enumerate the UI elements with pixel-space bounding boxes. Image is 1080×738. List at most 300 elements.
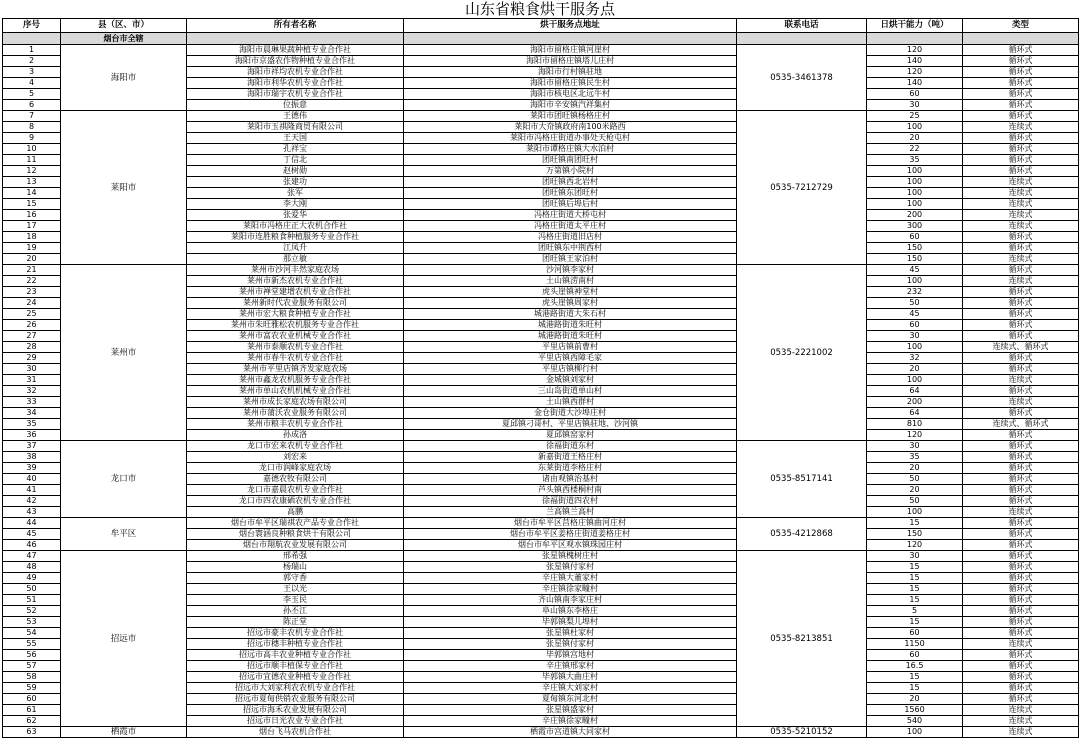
capacity-cell: 200	[867, 397, 963, 408]
address-cell: 冯格庄街道旧店村	[404, 232, 737, 243]
type-cell: 循环式	[963, 496, 1079, 507]
address-cell: 团旺镇王家泊村	[404, 254, 737, 265]
capacity-cell: 20	[867, 133, 963, 144]
address-cell: 烟台市牟平区观水镇珠园庄村	[404, 540, 737, 551]
table-body	[3, 45, 1079, 738]
owner-cell: 招远市夏甸供销农业服务有限公司	[187, 694, 404, 705]
county-cell: 牟平区	[61, 518, 187, 551]
type-cell: 循环式	[963, 45, 1079, 56]
type-cell: 循环式	[963, 595, 1079, 606]
capacity-cell: 140	[867, 56, 963, 67]
type-cell: 连续式、循环式	[963, 419, 1079, 430]
row-number-cell: 8	[3, 122, 61, 133]
type-cell: 循环式	[963, 155, 1079, 166]
owner-cell: 招远市宜德农业种植专业合作社	[187, 672, 404, 683]
row-number-cell: 49	[3, 573, 61, 584]
subheader-blank	[187, 33, 404, 45]
type-cell: 循环式	[963, 100, 1079, 111]
owner-cell: 邢希强	[187, 551, 404, 562]
address-cell: 莱阳市谭格庄镇大水泊村	[404, 144, 737, 155]
owner-cell: 莱州市泰顺农机专业合作社	[187, 342, 404, 353]
capacity-cell: 25	[867, 111, 963, 122]
capacity-cell: 32	[867, 353, 963, 364]
address-cell: 毕郭镇大曲庄村	[404, 672, 737, 683]
owner-cell: 王天国	[187, 133, 404, 144]
type-cell: 循环式	[963, 540, 1079, 551]
capacity-cell: 100	[867, 188, 963, 199]
row-number-cell: 10	[3, 144, 61, 155]
owner-cell: 莱州市沙河丰然家庭农场	[187, 265, 404, 276]
owner-cell: 孙丕江	[187, 606, 404, 617]
type-cell: 连续式	[963, 375, 1079, 386]
type-cell: 连续式	[963, 122, 1079, 133]
address-cell: 城港路街道大朱石村	[404, 309, 737, 320]
address-cell: 城港路街道朱旺村	[404, 331, 737, 342]
address-cell: 海阳市辛安镇汽祥集村	[404, 100, 737, 111]
address-cell: 张星镇付家村	[404, 639, 737, 650]
address-cell: 毕郭镇宫地村	[404, 650, 737, 661]
capacity-cell: 35	[867, 155, 963, 166]
capacity-cell: 60	[867, 320, 963, 331]
address-cell: 海阳市行村镇驻地	[404, 67, 737, 78]
capacity-cell: 232	[867, 287, 963, 298]
header-cell: 县（区、市）	[61, 19, 187, 33]
row-number-cell: 15	[3, 199, 61, 210]
address-cell: 金仓街道大沙埠庄村	[404, 408, 737, 419]
row-number-cell: 52	[3, 606, 61, 617]
subheader-blank	[3, 33, 61, 45]
address-cell: 辛庄镇邢家村	[404, 661, 737, 672]
address-cell: 徐福街道东村	[404, 441, 737, 452]
address-cell: 虎头崖镇神堂村	[404, 287, 737, 298]
row-number-cell: 2	[3, 56, 61, 67]
address-cell: 海阳市留格庄镇塔儿庄村	[404, 56, 737, 67]
phone-cell: 0535-8517141	[737, 441, 867, 518]
county-cell: 莱州市	[61, 265, 187, 441]
type-cell: 连续式	[963, 705, 1079, 716]
row-number-cell: 28	[3, 342, 61, 353]
type-cell: 连续式	[963, 210, 1079, 221]
address-cell: 虎头崖镇周家村	[404, 298, 737, 309]
owner-cell: 杨瑞山	[187, 562, 404, 573]
drying-points-table	[2, 18, 1079, 738]
capacity-cell: 100	[867, 507, 963, 518]
capacity-cell: 20	[867, 364, 963, 375]
table-row	[3, 518, 1079, 529]
type-cell: 循环式	[963, 485, 1079, 496]
capacity-cell: 150	[867, 254, 963, 265]
capacity-cell: 45	[867, 309, 963, 320]
capacity-cell: 100	[867, 122, 963, 133]
owner-cell: 莱阳市玉祺隆商贸有限公司	[187, 122, 404, 133]
phone-cell: 0535-8213851	[737, 551, 867, 727]
row-number-cell: 55	[3, 639, 61, 650]
row-number-cell: 19	[3, 243, 61, 254]
subheader-blank	[963, 33, 1079, 45]
capacity-cell: 150	[867, 529, 963, 540]
type-cell: 循环式	[963, 408, 1079, 419]
owner-cell: 招远市日光农业专业合作社	[187, 716, 404, 727]
type-cell: 循环式	[963, 56, 1079, 67]
row-number-cell: 36	[3, 430, 61, 441]
owner-cell: 孙成洛	[187, 430, 404, 441]
header-cell: 日烘干能力（吨）	[867, 19, 963, 33]
owner-cell: 招远市大刘家利农农机专业合作社	[187, 683, 404, 694]
header-row	[3, 19, 1079, 33]
address-cell: 东莱街道李格庄村	[404, 463, 737, 474]
type-cell: 循环式	[963, 606, 1079, 617]
county-cell: 莱阳市	[61, 111, 187, 265]
type-cell: 循环式	[963, 529, 1079, 540]
address-cell: 金城镇刘家村	[404, 375, 737, 386]
address-cell: 张星镇槐树庄村	[404, 551, 737, 562]
capacity-cell: 15	[867, 672, 963, 683]
capacity-cell: 300	[867, 221, 963, 232]
county-cell: 招远市	[61, 551, 187, 727]
type-cell: 循环式	[963, 518, 1079, 529]
type-cell: 循环式	[963, 320, 1079, 331]
row-number-cell: 27	[3, 331, 61, 342]
owner-cell: 龙口市四农康硒农机专业合作社	[187, 496, 404, 507]
row-number-cell: 21	[3, 265, 61, 276]
table-row	[3, 551, 1079, 562]
row-number-cell: 6	[3, 100, 61, 111]
row-number-cell: 11	[3, 155, 61, 166]
type-cell: 循环式	[963, 133, 1079, 144]
owner-cell: 莱州市宏大粮食种植专业合作社	[187, 309, 404, 320]
row-number-cell: 25	[3, 309, 61, 320]
type-cell: 循环式	[963, 78, 1079, 89]
phone-cell: 0535-2221002	[737, 265, 867, 441]
row-number-cell: 42	[3, 496, 61, 507]
owner-cell: 海阳市祥均农机专业合作社	[187, 67, 404, 78]
owner-cell: 海阳市利华农机专业合作社	[187, 78, 404, 89]
row-number-cell: 53	[3, 617, 61, 628]
header-cell: 联系电话	[737, 19, 867, 33]
row-number-cell: 54	[3, 628, 61, 639]
row-number-cell: 37	[3, 441, 61, 452]
row-number-cell: 22	[3, 276, 61, 287]
capacity-cell: 16.5	[867, 661, 963, 672]
capacity-cell: 100	[867, 177, 963, 188]
address-cell: 夏邱镇窑家村	[404, 430, 737, 441]
capacity-cell: 45	[867, 265, 963, 276]
owner-cell: 莱阳市连胜粮食种植服务专业合作社	[187, 232, 404, 243]
address-cell: 新嘉街道王格庄村	[404, 452, 737, 463]
subheader-row	[3, 33, 1079, 45]
address-cell: 辛庄镇大董家村	[404, 573, 737, 584]
address-cell: 莱阳市团旺镇杨格庄村	[404, 111, 737, 122]
owner-cell: 海阳市瑞宇农机专业合作社	[187, 89, 404, 100]
owner-cell: 位振意	[187, 100, 404, 111]
address-cell: 海阳市留格庄镇河崖村	[404, 45, 737, 56]
row-number-cell: 23	[3, 287, 61, 298]
owner-cell: 招远市高丰农业种植专业合作社	[187, 650, 404, 661]
owner-cell: 莱州市春牛农机专业合作社	[187, 353, 404, 364]
type-cell: 连续式	[963, 639, 1079, 650]
capacity-cell: 540	[867, 716, 963, 727]
row-number-cell: 63	[3, 727, 61, 738]
owner-cell: 烟台寰涵良种粮食烘干有限公司	[187, 529, 404, 540]
row-number-cell: 29	[3, 353, 61, 364]
row-number-cell: 41	[3, 485, 61, 496]
row-number-cell: 45	[3, 529, 61, 540]
capacity-cell: 100	[867, 199, 963, 210]
capacity-cell: 120	[867, 540, 963, 551]
address-cell: 莱阳市冯格庄街道办事处天枪屯村	[404, 133, 737, 144]
capacity-cell: 50	[867, 474, 963, 485]
address-cell: 芦头镇西楼桐村南	[404, 485, 737, 496]
address-cell: 阜山镇东李格庄	[404, 606, 737, 617]
address-cell: 土山镇涝南村	[404, 276, 737, 287]
phone-cell: 0535-3461378	[737, 45, 867, 111]
owner-cell: 莱州市粮丰农机专业合作社	[187, 419, 404, 430]
type-cell: 循环式	[963, 573, 1079, 584]
capacity-cell: 60	[867, 232, 963, 243]
row-number-cell: 50	[3, 584, 61, 595]
row-number-cell: 30	[3, 364, 61, 375]
row-number-cell: 47	[3, 551, 61, 562]
row-number-cell: 35	[3, 419, 61, 430]
type-cell: 循环式	[963, 694, 1079, 705]
capacity-cell: 20	[867, 694, 963, 705]
type-cell: 循环式	[963, 441, 1079, 452]
owner-cell: 莱州市平里店镇齐发家庭农场	[187, 364, 404, 375]
owner-cell: 招远市顺丰植保专业合作社	[187, 661, 404, 672]
type-cell: 循环式	[963, 628, 1079, 639]
address-cell: 莱阳市大夼镇政府南100米路西	[404, 122, 737, 133]
owner-cell: 莱州市单山农机机械专业合作社	[187, 386, 404, 397]
row-number-cell: 46	[3, 540, 61, 551]
table-row	[3, 727, 1079, 738]
owner-cell: 刘宏来	[187, 452, 404, 463]
capacity-cell: 810	[867, 419, 963, 430]
capacity-cell: 1150	[867, 639, 963, 650]
address-cell: 兰高镇兰高村	[404, 507, 737, 518]
row-number-cell: 62	[3, 716, 61, 727]
address-cell: 烟台市牟平区莒格庄镇曲河庄村	[404, 518, 737, 529]
capacity-cell: 15	[867, 562, 963, 573]
row-number-cell: 43	[3, 507, 61, 518]
subheader-cell: 烟台市全辖	[61, 33, 187, 45]
owner-cell: 招远市海禾农业发展有限公司	[187, 705, 404, 716]
capacity-cell: 5	[867, 606, 963, 617]
phone-cell: 0535-7212729	[737, 111, 867, 265]
address-cell: 毕郭镇梨儿埠村	[404, 617, 737, 628]
address-cell: 海阳市核电区北远牛村	[404, 89, 737, 100]
row-number-cell: 56	[3, 650, 61, 661]
owner-cell: 李大刚	[187, 199, 404, 210]
owner-cell: 王以光	[187, 584, 404, 595]
subheader-blank	[867, 33, 963, 45]
capacity-cell: 100	[867, 727, 963, 738]
type-cell: 连续式	[963, 276, 1079, 287]
capacity-cell: 100	[867, 342, 963, 353]
owner-cell: 莱州市禅堂建增农机专业合作社	[187, 287, 404, 298]
owner-cell: 烟台市牟平区瑞祺农产品专业合作社	[187, 518, 404, 529]
address-cell: 夏邱镇刁哥村、平里店镇驻地、沙河镇	[404, 419, 737, 430]
row-number-cell: 14	[3, 188, 61, 199]
page-title: 山东省粮食烘干服务点	[464, 0, 615, 18]
type-cell: 循环式	[963, 67, 1079, 78]
owner-cell: 海阳市晨琳果蔬种植专业合作社	[187, 45, 404, 56]
type-cell: 循环式	[963, 661, 1079, 672]
row-number-cell: 4	[3, 78, 61, 89]
row-number-cell: 12	[3, 166, 61, 177]
capacity-cell: 50	[867, 496, 963, 507]
capacity-cell: 120	[867, 430, 963, 441]
row-number-cell: 1	[3, 45, 61, 56]
type-cell: 循环式	[963, 463, 1079, 474]
row-number-cell: 32	[3, 386, 61, 397]
capacity-cell: 30	[867, 331, 963, 342]
row-number-cell: 13	[3, 177, 61, 188]
subheader-blank	[737, 33, 867, 45]
capacity-cell: 15	[867, 683, 963, 694]
row-number-cell: 40	[3, 474, 61, 485]
address-cell: 张星镇盛家村	[404, 705, 737, 716]
row-number-cell: 17	[3, 221, 61, 232]
capacity-cell: 20	[867, 463, 963, 474]
phone-cell: 0535-5210152	[737, 727, 867, 738]
address-cell: 张星镇杜家村	[404, 628, 737, 639]
county-cell: 龙口市	[61, 441, 187, 518]
address-cell: 海阳市留格庄镇民生村	[404, 78, 737, 89]
type-cell: 连续式	[963, 199, 1079, 210]
type-cell: 循环式	[963, 265, 1079, 276]
address-cell: 团旺镇南团旺村	[404, 155, 737, 166]
type-cell: 循环式	[963, 386, 1079, 397]
type-cell: 循环式	[963, 474, 1079, 485]
row-number-cell: 51	[3, 595, 61, 606]
table-row	[3, 441, 1079, 452]
address-cell: 辛庄镇大刘家村	[404, 683, 737, 694]
capacity-cell: 60	[867, 628, 963, 639]
type-cell: 连续式	[963, 716, 1079, 727]
county-cell: 海阳市	[61, 45, 187, 111]
owner-cell: 江凤升	[187, 243, 404, 254]
county-cell: 栖霞市	[61, 727, 187, 738]
address-cell: 万第镇小院村	[404, 166, 737, 177]
owner-cell: 李玉民	[187, 595, 404, 606]
owner-cell: 王德伟	[187, 111, 404, 122]
type-cell: 循环式	[963, 551, 1079, 562]
owner-cell: 莱州市鑫龙农机服务专业合作社	[187, 375, 404, 386]
type-cell: 循环式	[963, 562, 1079, 573]
type-cell: 连续式	[963, 254, 1079, 265]
capacity-cell: 100	[867, 375, 963, 386]
row-number-cell: 20	[3, 254, 61, 265]
capacity-cell: 15	[867, 595, 963, 606]
address-cell: 烟台市牟平区姜格庄街道姜格庄村	[404, 529, 737, 540]
row-number-cell: 16	[3, 210, 61, 221]
header-cell: 烘干服务点地址	[404, 19, 737, 33]
type-cell: 循环式	[963, 331, 1079, 342]
owner-cell: 莱州市成长家庭农场有限公司	[187, 397, 404, 408]
owner-cell: 张建功	[187, 177, 404, 188]
row-number-cell: 34	[3, 408, 61, 419]
address-cell: 辛庄镇徐家疃村	[404, 716, 737, 727]
address-cell: 齐山镇南李家庄村	[404, 595, 737, 606]
row-number-cell: 24	[3, 298, 61, 309]
row-number-cell: 7	[3, 111, 61, 122]
owner-cell: 烟台飞马农机合作社	[187, 727, 404, 738]
row-number-cell: 60	[3, 694, 61, 705]
owner-cell: 莱州市蒲沃农业服务有限公司	[187, 408, 404, 419]
capacity-cell: 50	[867, 298, 963, 309]
owner-cell: 嘉德农牧有限公司	[187, 474, 404, 485]
table-row	[3, 111, 1079, 122]
capacity-cell: 35	[867, 452, 963, 463]
type-cell: 循环式	[963, 364, 1079, 375]
capacity-cell: 60	[867, 89, 963, 100]
capacity-cell: 15	[867, 584, 963, 595]
type-cell: 连续式	[963, 177, 1079, 188]
owner-cell: 莱阳市冯格庄正大农机合作社	[187, 221, 404, 232]
row-number-cell: 5	[3, 89, 61, 100]
capacity-cell: 140	[867, 78, 963, 89]
capacity-cell: 150	[867, 243, 963, 254]
header-cell: 序号	[3, 19, 61, 33]
row-number-cell: 26	[3, 320, 61, 331]
type-cell: 循环式	[963, 144, 1079, 155]
type-cell: 循环式	[963, 243, 1079, 254]
capacity-cell: 60	[867, 650, 963, 661]
owner-cell: 莱州市新杰农机专业合作社	[187, 276, 404, 287]
owner-cell: 莱州市富农农业机械专业合作社	[187, 331, 404, 342]
address-cell: 冯格庄街道大桥屯村	[404, 210, 737, 221]
address-cell: 夏甸镇东河北村	[404, 694, 737, 705]
owner-cell: 海阳市京盛农作物种植专业合作社	[187, 56, 404, 67]
address-cell: 城港路街道朱旺村	[404, 320, 737, 331]
subheader-blank	[404, 33, 737, 45]
owner-cell: 孔祥宝	[187, 144, 404, 155]
capacity-cell: 30	[867, 441, 963, 452]
address-cell: 冯格庄街道太平庄村	[404, 221, 737, 232]
owner-cell: 那立敏	[187, 254, 404, 265]
owner-cell: 张军	[187, 188, 404, 199]
address-cell: 团旺镇东中荆西村	[404, 243, 737, 254]
owner-cell: 高鹏	[187, 507, 404, 518]
row-number-cell: 59	[3, 683, 61, 694]
owner-cell: 赵树勋	[187, 166, 404, 177]
row-number-cell: 18	[3, 232, 61, 243]
row-number-cell: 9	[3, 133, 61, 144]
capacity-cell: 15	[867, 573, 963, 584]
type-cell: 连续式	[963, 727, 1079, 738]
address-cell: 平里店镇西障毛家	[404, 353, 737, 364]
capacity-cell: 100	[867, 276, 963, 287]
type-cell: 循环式	[963, 650, 1079, 661]
capacity-cell: 100	[867, 166, 963, 177]
capacity-cell: 120	[867, 45, 963, 56]
address-cell: 沙河镇李家村	[404, 265, 737, 276]
row-number-cell: 31	[3, 375, 61, 386]
type-cell: 循环式	[963, 672, 1079, 683]
capacity-cell: 64	[867, 386, 963, 397]
owner-cell: 烟台市翔航农业发展有限公司	[187, 540, 404, 551]
capacity-cell: 1560	[867, 705, 963, 716]
capacity-cell: 22	[867, 144, 963, 155]
row-number-cell: 39	[3, 463, 61, 474]
capacity-cell: 20	[867, 485, 963, 496]
table-row	[3, 45, 1079, 56]
address-cell: 团旺镇后埠后村	[404, 199, 737, 210]
address-cell: 团旺镇东团旺村	[404, 188, 737, 199]
address-cell: 诸由观镇治基村	[404, 474, 737, 485]
row-number-cell: 33	[3, 397, 61, 408]
owner-cell: 郭守香	[187, 573, 404, 584]
